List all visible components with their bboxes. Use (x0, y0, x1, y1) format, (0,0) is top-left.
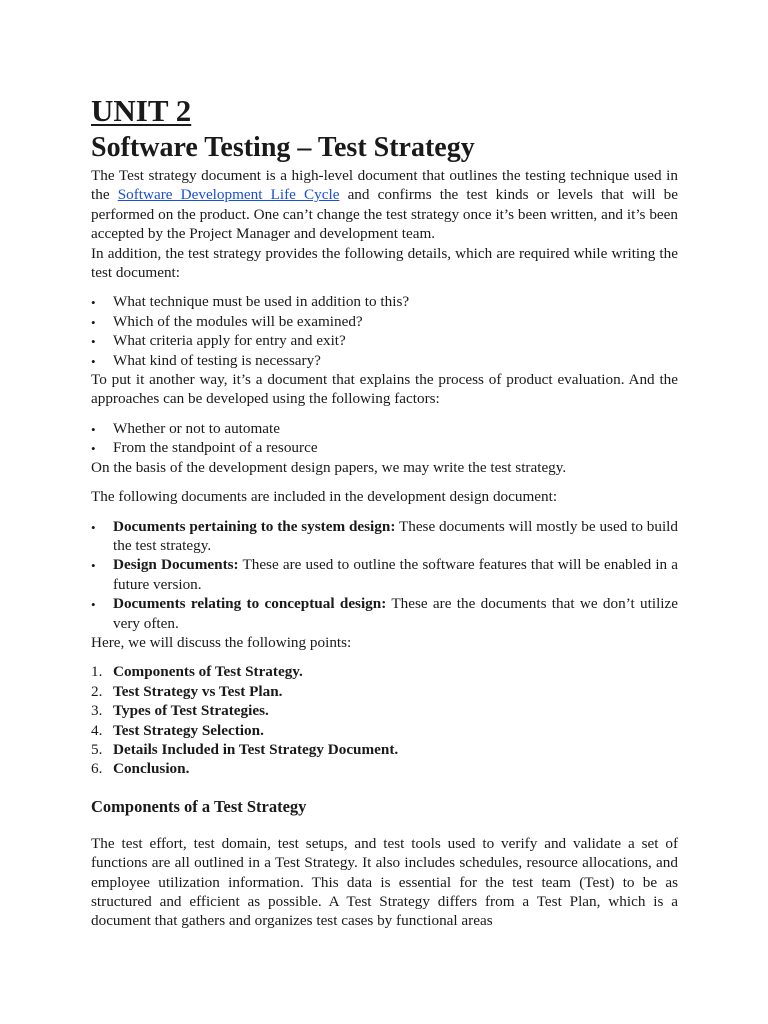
list-item-text: These are the documents that we don’t utilize very often. (113, 595, 678, 632)
basis-paragraph: On the basis of the development design papers, we may write the test strategy. (91, 458, 567, 476)
list-item: • What kind of testing is necessary? (91, 351, 678, 370)
discuss-paragraph: Here, we will discuss the following points: (91, 633, 352, 651)
details-list (91, 292, 678, 370)
list-item (91, 740, 678, 759)
addition-paragraph: In addition, the test strategy provides the following details, which are required while writing the test document: (91, 244, 678, 282)
list-number: 3. (91, 702, 103, 720)
list-number: 2. (91, 682, 103, 700)
list-item-text: Conclusion. (113, 760, 190, 778)
list-item-text: Test Strategy Selection. (113, 721, 264, 739)
section-heading: Components of a Test Strategy (91, 796, 307, 816)
documents-list (91, 517, 678, 633)
list-number: 5. (91, 740, 103, 758)
list-item-text: Details Included in Test Strategy Document. (113, 740, 399, 758)
list-item (91, 517, 678, 556)
list-item (91, 682, 678, 701)
list-number: 6. (91, 760, 103, 778)
list-item-text: Components of Test Strategy. (113, 663, 303, 681)
following-docs-paragraph: The following documents are included in the development design document: (91, 488, 558, 506)
list-item: • Whether or not to automate (91, 419, 678, 438)
page-title: Software Testing – Test Strategy (91, 132, 475, 163)
list-item (91, 662, 678, 681)
list-item (91, 594, 678, 633)
intro-paragraph (91, 166, 678, 244)
list-item: • What technique must be used in addition to this? (91, 292, 678, 311)
list-item-label: Design Documents: (113, 556, 239, 574)
list-item-text: Test Strategy vs Test Plan. (113, 682, 283, 700)
sdlc-link[interactable]: Software Development Life Cycle (117, 186, 340, 204)
list-item-text: These are used to outline the software features that will be enabled in a future version. (113, 556, 678, 593)
list-item (91, 721, 678, 740)
list-item: • What criteria apply for entry and exit? (91, 331, 678, 350)
list-item-label: Documents relating to conceptual design: (113, 595, 387, 613)
intro-text-before-link: The Test strategy document is a high-level document that outlines the testing technique used in the (91, 167, 678, 204)
another-way-paragraph: To put it another way, it’s a document that explains the process of product evaluation. And the approaches can be developed using the following factors: (91, 371, 678, 408)
section-paragraph: The test effort, test domain, test setups, and test tools used to verify and validate a set of functions are all outlined in a Test Strategy. It also includes schedules, resource allocations, and employee utilization information. This data is essential for the test team (Test) to be as structured and efficient as possible. A Test Strategy differs from a Test Plan, which is a document that gathers and organizes test cases by functional areas (91, 834, 678, 930)
list-item-label: Documents pertaining to the system design: (113, 517, 396, 535)
points-list (91, 662, 678, 778)
list-number: 1. (91, 663, 103, 681)
list-number: 4. (91, 721, 103, 739)
intro-text-after-link: and confirms the test kinds or levels that will be performed on the product. One can’t change the test strategy once it’s been written, and it’s been accepted by the Project Manager and development team. (91, 186, 678, 243)
list-item (91, 759, 678, 778)
list-item: • From the standpoint of a resource (91, 438, 678, 457)
list-item (91, 701, 678, 720)
list-item: • Which of the modules will be examined? (91, 312, 678, 331)
unit-title: UNIT 2 (91, 93, 192, 128)
factors-list (91, 419, 678, 458)
list-item-text: Types of Test Strategies. (113, 702, 269, 720)
list-item (91, 555, 678, 594)
list-item-text: These documents will mostly be used to build the test strategy. (113, 517, 678, 554)
